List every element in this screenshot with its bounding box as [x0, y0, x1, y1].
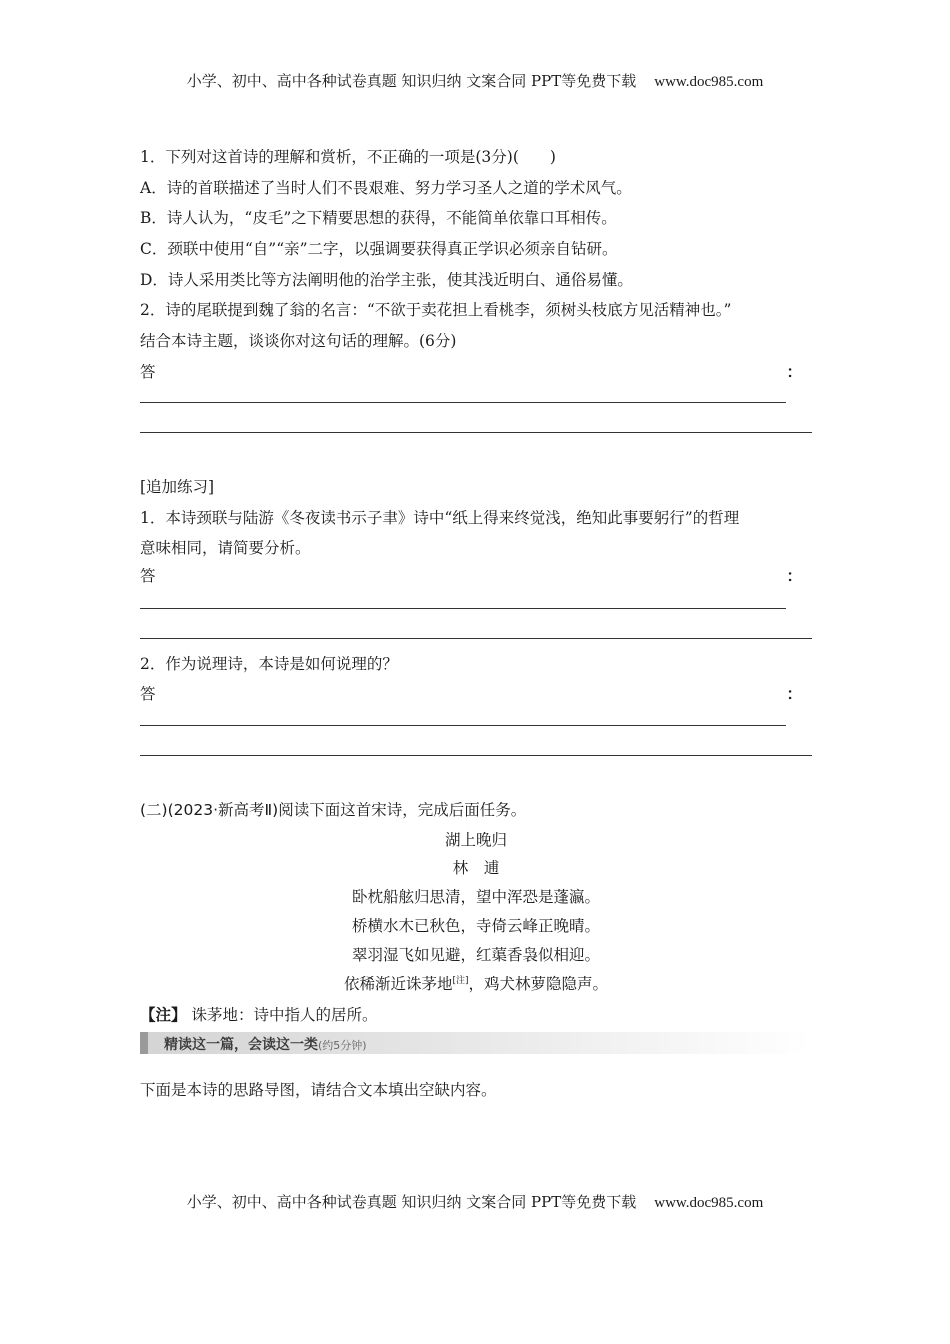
extra-practice-title: [追加练习]: [140, 478, 215, 496]
question-1-option-b: B．诗人认为，“皮毛”之下精要思想的获得，不能简单依靠口耳相传。: [140, 209, 617, 227]
footer-site-link[interactable]: www.doc985.com: [654, 1195, 764, 1211]
poem-line-2: 桥横水木已秋色，寺倚云峰正晚晴。: [351, 917, 600, 935]
extra-question-1-line-2: 意味相同，请简要分析。: [140, 539, 311, 557]
answer-colon: ：: [786, 684, 802, 703]
note-label: 【注】: [140, 1006, 187, 1024]
answer-line[interactable]: [140, 638, 812, 639]
section-banner: [140, 1032, 812, 1054]
answer-label: 答: [140, 363, 156, 381]
banner-time: (约5分钟): [318, 1039, 367, 1052]
answer-row-2: [140, 564, 812, 586]
header-text: 小学、初中、高中各种试卷真题 知识归纳 文案合同 PPT等免费下载: [186, 72, 637, 90]
note-marker: [注]: [452, 975, 469, 986]
answer-label: 答: [140, 567, 156, 585]
header-site-link[interactable]: www.doc985.com: [654, 74, 764, 90]
section-2-intro: (二)(2023·新高考Ⅱ)阅读下面这首宋诗，完成后面任务。: [140, 801, 527, 819]
poem-note: [140, 1003, 812, 1025]
page-footer: [0, 1191, 950, 1212]
poem-line-3: 翠羽湿飞如见避，红蕖香袅似相迎。: [351, 946, 600, 964]
answer-colon: ：: [786, 566, 802, 585]
question-2-line-2: 结合本诗主题，谈谈你对这句话的理解。(6分): [140, 332, 457, 350]
poem-line-4: [140, 972, 812, 994]
footer-text: 小学、初中、高中各种试卷真题 知识归纳 文案合同 PPT等免费下载: [186, 1193, 637, 1211]
answer-line[interactable]: [140, 755, 812, 756]
answer-row-1: [140, 360, 812, 382]
answer-line[interactable]: [140, 402, 786, 403]
answer-line[interactable]: [140, 725, 786, 726]
answer-colon: ：: [786, 362, 802, 381]
poem-title: 湖上晚归: [444, 831, 507, 849]
poem-line-4-part-2: ，鸡犬林萝隐隐声。: [468, 975, 609, 993]
banner-accent-bar: [140, 1032, 148, 1054]
answer-line[interactable]: [140, 432, 812, 433]
question-1-option-d: D．诗人采用类比等方法阐明他的治学主张，使其浅近明白、通俗易懂。: [140, 271, 633, 289]
page-header: [0, 70, 950, 91]
banner-title-text: 精读这一篇，会读这一类: [164, 1037, 318, 1053]
question-1-option-a: A．诗的首联描述了当时人们不畏艰难、努力学习圣人之道的学术风气。: [140, 179, 632, 197]
answer-label: 答: [140, 685, 156, 703]
poem-line-1: 卧枕船舷归思清，望中浑恐是蓬瀛。: [351, 888, 600, 906]
extra-question-1-line-1: 1．本诗颈联与陆游《冬夜读书示子聿》诗中“纸上得来终觉浅，绝知此事要躬行”的哲理: [140, 509, 740, 527]
question-1-stem: 1．下列对这首诗的理解和赏析，不正确的一项是(3分)( ): [140, 148, 556, 166]
question-2-line-1: 2．诗的尾联提到魏了翁的名言：“不欲于卖花担上看桃李，须树头枝底方见活精神也。”: [140, 301, 732, 319]
poem-line-4-part-1: 依稀渐近诛茅地: [343, 975, 453, 993]
answer-row-3: [140, 682, 812, 704]
banner-title: [164, 1034, 367, 1054]
poem-author: 林 逋: [452, 859, 500, 877]
note-text: 诛茅地：诗中指人的居所。: [191, 1006, 378, 1024]
question-1-option-c: C．颈联中使用“自”“亲”二字，以强调要获得真正学识必须亲自钻研。: [140, 240, 618, 258]
answer-line[interactable]: [140, 608, 786, 609]
task-instruction: 下面是本诗的思路导图，请结合文本填出空缺内容。: [140, 1081, 497, 1099]
extra-question-2: 2．作为说理诗，本诗是如何说理的？: [140, 655, 398, 673]
